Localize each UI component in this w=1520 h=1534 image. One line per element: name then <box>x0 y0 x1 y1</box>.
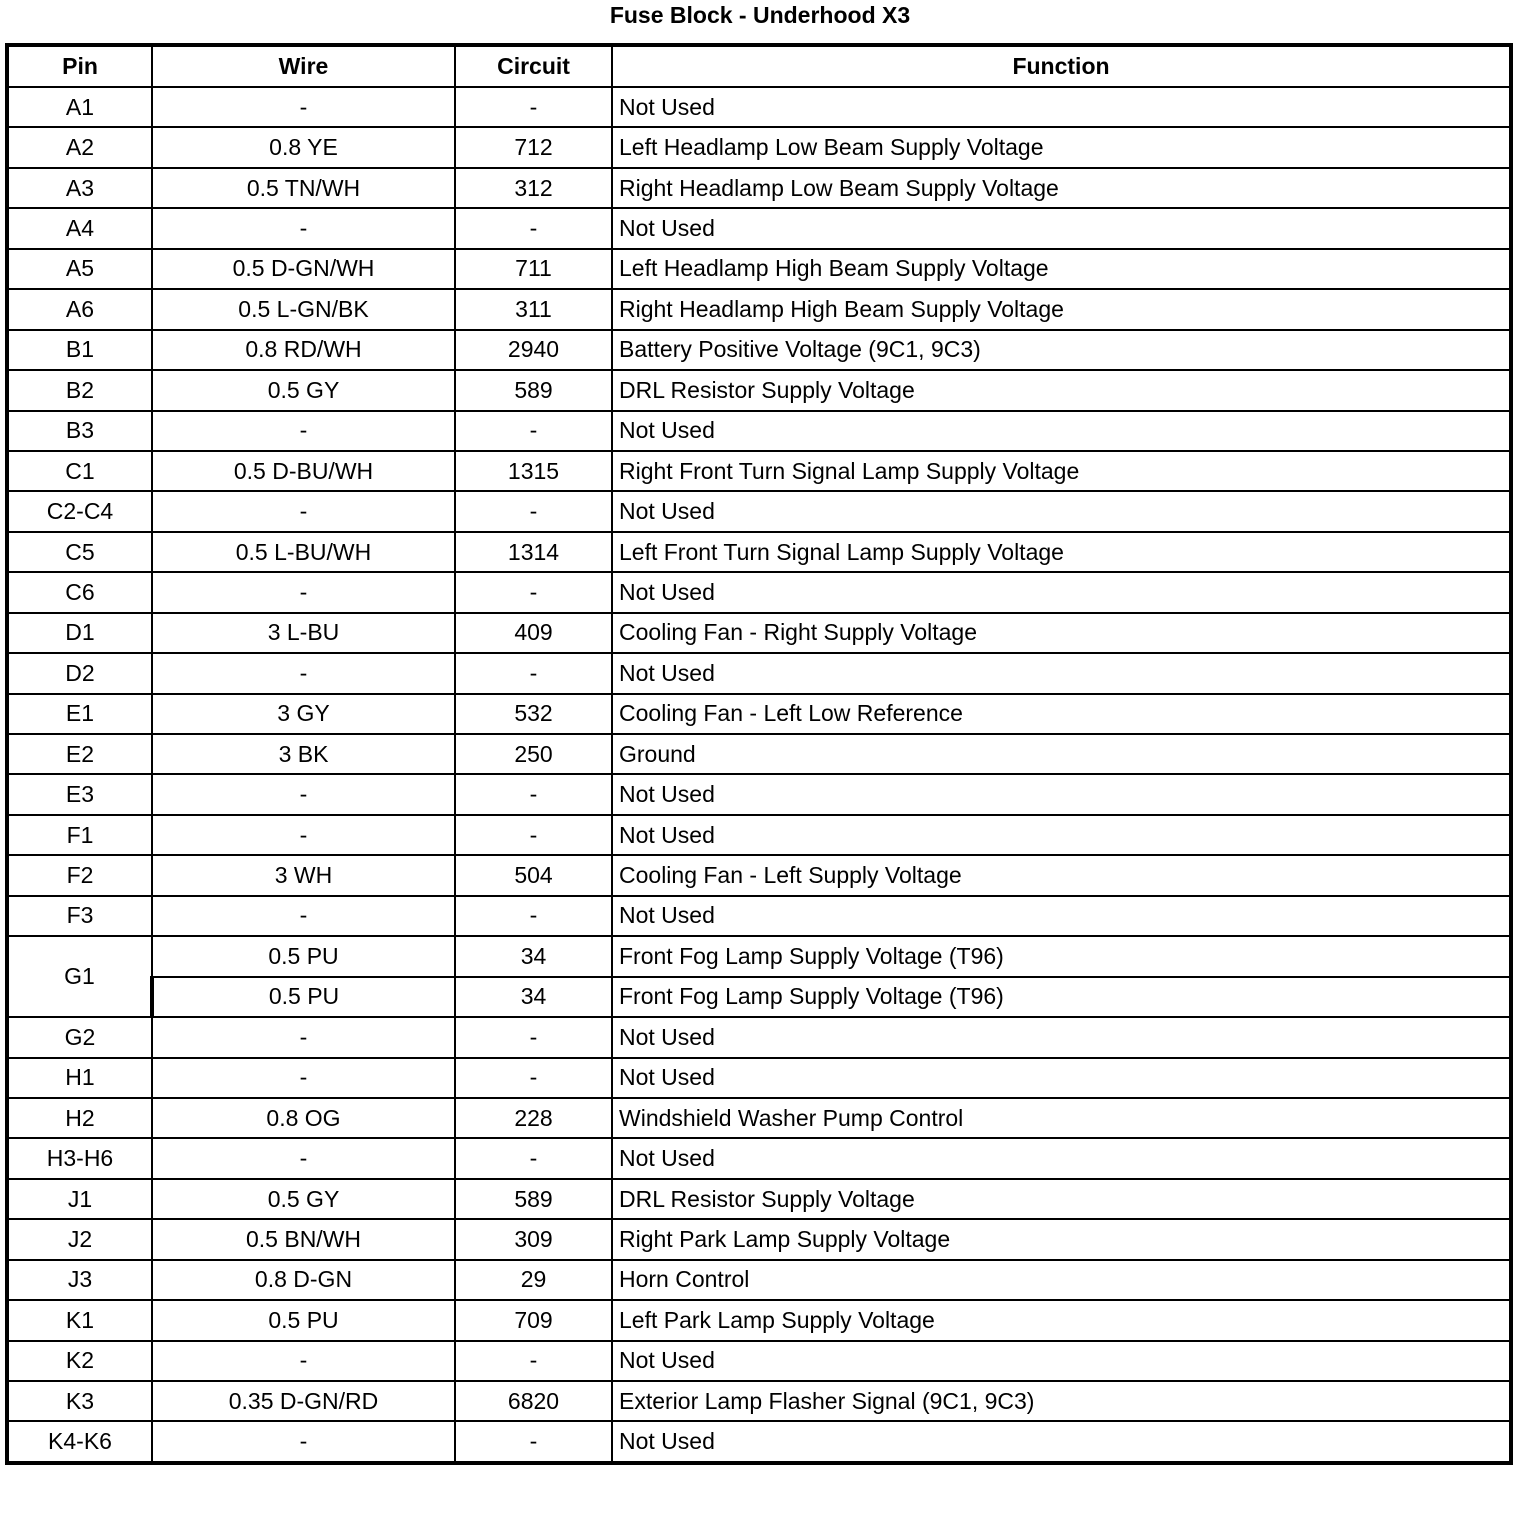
pin-cell: K4-K6 <box>7 1421 152 1462</box>
pin-cell: C1 <box>7 451 152 491</box>
circuit-cell: 309 <box>455 1219 612 1259</box>
table-header-row <box>7 45 1511 87</box>
wire-cell: 0.5 D-GN/WH <box>152 249 455 289</box>
table-row <box>7 532 1511 572</box>
pin-cell: D1 <box>7 613 152 653</box>
wire-cell: - <box>152 774 455 814</box>
table-row <box>7 1260 1511 1300</box>
pin-cell: E1 <box>7 694 152 734</box>
wire-cell: 0.5 D-BU/WH <box>152 451 455 491</box>
table-row <box>7 1381 1511 1421</box>
circuit-cell: - <box>455 896 612 936</box>
function-cell: Ground <box>612 734 1511 774</box>
function-cell: Battery Positive Voltage (9C1, 9C3) <box>612 330 1511 370</box>
table-row <box>7 896 1511 936</box>
function-cell: Not Used <box>612 896 1511 936</box>
function-cell: Left Headlamp High Beam Supply Voltage <box>612 249 1511 289</box>
function-cell: Cooling Fan - Left Low Reference <box>612 694 1511 734</box>
function-cell: Front Fog Lamp Supply Voltage (T96) <box>612 936 1511 976</box>
function-cell: Left Headlamp Low Beam Supply Voltage <box>612 127 1511 167</box>
wire-cell: 3 GY <box>152 694 455 734</box>
wire-cell: 0.5 PU <box>152 977 455 1017</box>
pin-cell: K1 <box>7 1300 152 1340</box>
function-cell: Left Park Lamp Supply Voltage <box>612 1300 1511 1340</box>
function-cell: Right Front Turn Signal Lamp Supply Voltage <box>612 451 1511 491</box>
wire-cell: 0.5 BN/WH <box>152 1219 455 1259</box>
table-row <box>7 1138 1511 1178</box>
column-header-function: Function <box>612 45 1511 87</box>
circuit-cell: 589 <box>455 1179 612 1219</box>
wire-cell: - <box>152 1341 455 1381</box>
wire-cell: 0.5 GY <box>152 1179 455 1219</box>
pin-cell: B1 <box>7 330 152 370</box>
circuit-cell: 709 <box>455 1300 612 1340</box>
pin-cell: E2 <box>7 734 152 774</box>
circuit-cell: 250 <box>455 734 612 774</box>
circuit-cell: 409 <box>455 613 612 653</box>
pin-cell: F2 <box>7 855 152 895</box>
table-row <box>7 208 1511 248</box>
table-row <box>7 451 1511 491</box>
function-cell: Left Front Turn Signal Lamp Supply Voltage <box>612 532 1511 572</box>
function-cell: Right Headlamp Low Beam Supply Voltage <box>612 168 1511 208</box>
circuit-cell: - <box>455 1058 612 1098</box>
table-row <box>7 491 1511 531</box>
function-cell: Right Headlamp High Beam Supply Voltage <box>612 289 1511 329</box>
wire-cell: - <box>152 653 455 693</box>
circuit-cell: 711 <box>455 249 612 289</box>
wire-cell: 0.5 TN/WH <box>152 168 455 208</box>
table-row <box>7 855 1511 895</box>
column-header-pin: Pin <box>7 45 152 87</box>
wire-cell: - <box>152 1017 455 1057</box>
function-cell: Windshield Washer Pump Control <box>612 1098 1511 1138</box>
circuit-cell: 1314 <box>455 532 612 572</box>
table-row <box>7 330 1511 370</box>
function-cell: Not Used <box>612 1421 1511 1462</box>
wire-cell: 0.8 OG <box>152 1098 455 1138</box>
wire-cell: - <box>152 572 455 612</box>
function-cell: Not Used <box>612 208 1511 248</box>
pin-cell: A5 <box>7 249 152 289</box>
table-row <box>7 774 1511 814</box>
table-row <box>7 289 1511 329</box>
wire-cell: - <box>152 87 455 127</box>
circuit-cell: 2940 <box>455 330 612 370</box>
table-row <box>7 411 1511 451</box>
pin-cell: K3 <box>7 1381 152 1421</box>
pin-cell: A2 <box>7 127 152 167</box>
circuit-cell: - <box>455 87 612 127</box>
wire-cell: 0.5 PU <box>152 1300 455 1340</box>
wire-cell: 0.5 PU <box>152 936 455 976</box>
function-cell: DRL Resistor Supply Voltage <box>612 1179 1511 1219</box>
pin-cell: J1 <box>7 1179 152 1219</box>
connector-pinout-table <box>5 43 1513 1465</box>
function-cell: Right Park Lamp Supply Voltage <box>612 1219 1511 1259</box>
table-row <box>7 168 1511 208</box>
wire-cell: - <box>152 1138 455 1178</box>
circuit-cell: 532 <box>455 694 612 734</box>
table-row <box>7 734 1511 774</box>
function-cell: Not Used <box>612 491 1511 531</box>
pin-cell: A4 <box>7 208 152 248</box>
wire-cell: 0.8 RD/WH <box>152 330 455 370</box>
pin-cell: H3-H6 <box>7 1138 152 1178</box>
circuit-cell: 312 <box>455 168 612 208</box>
wire-cell: 0.5 L-BU/WH <box>152 532 455 572</box>
table-row <box>7 87 1511 127</box>
table-row <box>7 977 1511 1017</box>
wire-cell: - <box>152 491 455 531</box>
pin-cell: D2 <box>7 653 152 693</box>
table-row <box>7 370 1511 410</box>
table-row <box>7 1017 1511 1057</box>
table-row <box>7 1219 1511 1259</box>
wire-cell: 0.5 L-GN/BK <box>152 289 455 329</box>
circuit-cell: 228 <box>455 1098 612 1138</box>
circuit-cell: - <box>455 774 612 814</box>
pin-cell: F1 <box>7 815 152 855</box>
wire-cell: 0.8 D-GN <box>152 1260 455 1300</box>
function-cell: Cooling Fan - Left Supply Voltage <box>612 855 1511 895</box>
table-row <box>7 572 1511 612</box>
table-row <box>7 127 1511 167</box>
table-row <box>7 653 1511 693</box>
wire-cell: - <box>152 1058 455 1098</box>
circuit-cell: 504 <box>455 855 612 895</box>
pin-cell: J3 <box>7 1260 152 1300</box>
circuit-cell: - <box>455 572 612 612</box>
pin-cell: B2 <box>7 370 152 410</box>
function-cell: DRL Resistor Supply Voltage <box>612 370 1511 410</box>
function-cell: Not Used <box>612 572 1511 612</box>
circuit-cell: - <box>455 208 612 248</box>
function-cell: Not Used <box>612 411 1511 451</box>
column-header-circuit: Circuit <box>455 45 612 87</box>
table-row <box>7 815 1511 855</box>
circuit-cell: 589 <box>455 370 612 410</box>
circuit-cell: 34 <box>455 977 612 1017</box>
wire-cell: - <box>152 896 455 936</box>
function-cell: Cooling Fan - Right Supply Voltage <box>612 613 1511 653</box>
wire-cell: - <box>152 208 455 248</box>
circuit-cell: - <box>455 1421 612 1462</box>
function-cell: Not Used <box>612 1058 1511 1098</box>
wire-cell: 0.5 GY <box>152 370 455 410</box>
pin-cell: A1 <box>7 87 152 127</box>
pin-cell: J2 <box>7 1219 152 1259</box>
pin-cell: G2 <box>7 1017 152 1057</box>
pin-cell: F3 <box>7 896 152 936</box>
column-header-wire: Wire <box>152 45 455 87</box>
pin-cell: C5 <box>7 532 152 572</box>
table-row <box>7 1300 1511 1340</box>
table-row <box>7 249 1511 289</box>
table-row <box>7 1179 1511 1219</box>
table-row <box>7 1098 1511 1138</box>
wire-cell: - <box>152 411 455 451</box>
wire-cell: - <box>152 815 455 855</box>
circuit-cell: - <box>455 411 612 451</box>
circuit-cell: 29 <box>455 1260 612 1300</box>
function-cell: Not Used <box>612 1138 1511 1178</box>
wire-cell: - <box>152 1421 455 1462</box>
circuit-cell: 1315 <box>455 451 612 491</box>
wire-cell: 0.8 YE <box>152 127 455 167</box>
wire-cell: 3 WH <box>152 855 455 895</box>
circuit-cell: - <box>455 1017 612 1057</box>
pin-cell: C6 <box>7 572 152 612</box>
wire-cell: 0.35 D-GN/RD <box>152 1381 455 1421</box>
circuit-cell: - <box>455 1138 612 1178</box>
circuit-cell: - <box>455 1341 612 1381</box>
pin-cell: A6 <box>7 289 152 329</box>
circuit-cell: 712 <box>455 127 612 167</box>
function-cell: Not Used <box>612 774 1511 814</box>
circuit-cell: - <box>455 815 612 855</box>
function-cell: Horn Control <box>612 1260 1511 1300</box>
function-cell: Front Fog Lamp Supply Voltage (T96) <box>612 977 1511 1017</box>
table-row <box>7 1058 1511 1098</box>
pin-cell: B3 <box>7 411 152 451</box>
circuit-cell: 6820 <box>455 1381 612 1421</box>
pin-cell: H1 <box>7 1058 152 1098</box>
table-row <box>7 936 1511 976</box>
function-cell: Not Used <box>612 653 1511 693</box>
table-row <box>7 1341 1511 1381</box>
function-cell: Not Used <box>612 87 1511 127</box>
circuit-cell: 34 <box>455 936 612 976</box>
function-cell: Not Used <box>612 1017 1511 1057</box>
circuit-cell: - <box>455 491 612 531</box>
function-cell: Not Used <box>612 1341 1511 1381</box>
circuit-cell: - <box>455 653 612 693</box>
table-row <box>7 1421 1511 1462</box>
function-cell: Not Used <box>612 815 1511 855</box>
pin-cell: H2 <box>7 1098 152 1138</box>
pin-cell: K2 <box>7 1341 152 1381</box>
pin-cell: C2-C4 <box>7 491 152 531</box>
circuit-cell: 311 <box>455 289 612 329</box>
function-cell: Exterior Lamp Flasher Signal (9C1, 9C3) <box>612 1381 1511 1421</box>
table-row <box>7 694 1511 734</box>
pin-cell: E3 <box>7 774 152 814</box>
table-row <box>7 613 1511 653</box>
table-body <box>7 87 1511 1463</box>
wire-cell: 3 BK <box>152 734 455 774</box>
wire-cell: 3 L-BU <box>152 613 455 653</box>
page-title: Fuse Block - Underhood X3 <box>609 2 911 28</box>
pin-cell: G1 <box>7 936 152 1017</box>
pin-cell: A3 <box>7 168 152 208</box>
